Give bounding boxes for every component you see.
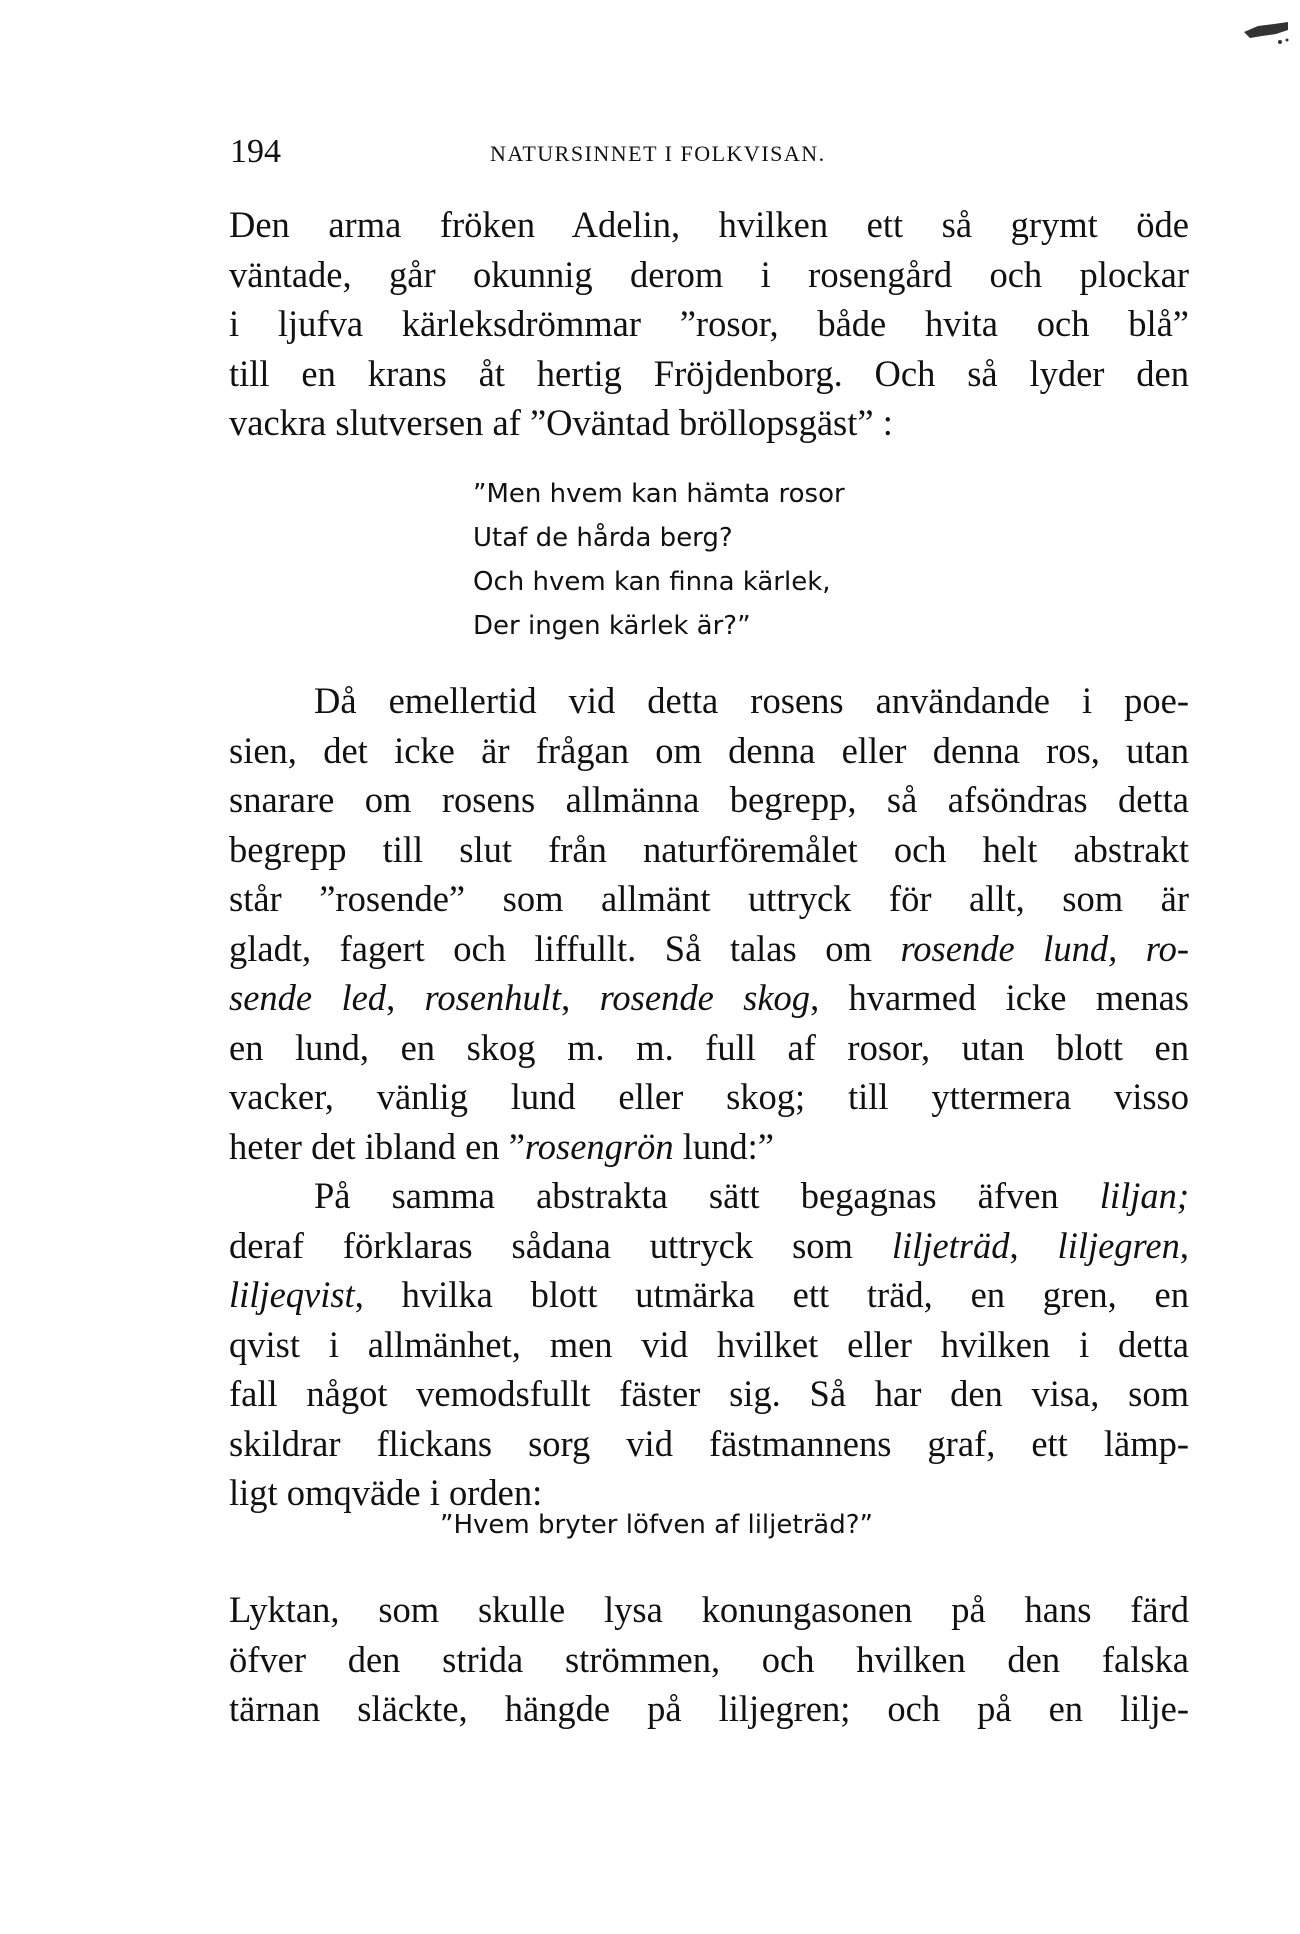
text-line	[229, 1221, 1189, 1271]
italic-phrase: liljeträd	[891, 1224, 1010, 1266]
text-line: Den arma fröken Adelin, hvilken ett så grymt öde	[229, 204, 1189, 245]
text-line: vackra slutversen af ”Oväntad bröllopsgäst” :	[229, 402, 893, 443]
italic-phrase: liljeqvist	[229, 1274, 355, 1315]
text-line: begrepp till slut från naturföremålet och helt abstrakt	[229, 828, 1189, 870]
text-run: På samma abstrakta sätt begagnas äfven	[314, 1175, 1100, 1216]
italic-phrase: rosende skog	[599, 977, 811, 1018]
verse-line: Och hvem kan finna kärlek,	[473, 567, 831, 597]
verse-line: Utaf de hårda berg?	[473, 523, 733, 553]
text-run: heter det ibland en ”	[229, 1125, 525, 1167]
text-line: väntade, går okunnig derom i rosengård och plockar	[229, 253, 1189, 295]
text-line: öfver den strida strömmen, och hvilken den falska	[229, 1638, 1189, 1680]
running-head: NATURSINNET I FOLKVISAN.	[490, 141, 826, 166]
paragraph-1	[229, 200, 1189, 448]
text-run: , hvarmed icke menas	[810, 977, 1189, 1018]
italic-phrase: rosende lund, ro-	[900, 927, 1189, 969]
text-line	[229, 1171, 1189, 1221]
text-run: ,	[1179, 1224, 1189, 1266]
text-line: fall något vemodsfullt fäster sig. Så har den visa, som	[229, 1373, 1189, 1414]
text-line	[229, 1122, 1189, 1172]
page-number: 194	[230, 133, 281, 170]
text-run: gladt, fagert och liffullt. Så talas om	[229, 927, 901, 969]
page-corner-stain	[1240, 18, 1290, 48]
italic-phrase: rosengrön	[524, 1125, 674, 1167]
italic-phrase: rosenhult	[424, 977, 562, 1018]
text-line: Lyktan, som skulle lysa konungasonen på hans färd	[229, 1589, 1189, 1630]
text-run: ,	[386, 977, 425, 1018]
verse-line: ”Men hvem kan hämta rosor	[473, 479, 845, 509]
text-run: ,	[1009, 1224, 1058, 1266]
text-line	[229, 924, 1189, 974]
text-line: tärnan släckte, hängde på liljegren; och på en lilje-	[229, 1688, 1189, 1729]
text-run: deraf förklaras sådana uttryck som	[229, 1224, 892, 1266]
text-line: i ljufva kärleksdrömmar ”rosor, både hvita och blå”	[229, 303, 1189, 344]
paragraph-4	[229, 1585, 1189, 1734]
text-line: skildrar flickans sorg vid fästmannens graf, ett lämp-	[229, 1422, 1189, 1464]
text-line: ligt omqväde i orden:	[229, 1472, 543, 1513]
text-line	[229, 973, 1189, 1023]
verse-line: ”Hvem bryter löfven af liljeträd?”	[440, 1510, 873, 1540]
text-line: snarare om rosens allmänna begrepp, så afsöndras detta	[229, 779, 1189, 820]
text-line	[229, 1270, 1189, 1320]
verse-quote-2	[440, 1503, 873, 1547]
verse-quote-1	[473, 472, 845, 648]
text-line: till en krans åt hertig Fröjdenborg. Och så lyder den	[229, 352, 1189, 394]
italic-phrase: liljegren	[1057, 1224, 1180, 1266]
verse-line: Der ingen kärlek är?”	[473, 611, 751, 641]
italic-phrase: sende led	[229, 977, 387, 1018]
text-line: en lund, en skog m. m. full af rosor, utan blott en	[229, 1026, 1189, 1068]
text-run: , hvilka blott utmärka ett träd, en gren, en	[354, 1274, 1189, 1315]
page-header	[230, 130, 1130, 174]
paragraph-2	[229, 676, 1189, 1518]
text-line: Då emellertid vid detta rosens användande i poe-	[314, 680, 1189, 721]
text-run: lund:”	[673, 1125, 774, 1167]
text-line: qvist i allmänhet, men vid hvilket eller hvilken i detta	[229, 1323, 1189, 1365]
text-line: vacker, vänlig lund eller skog; till yttermera visso	[229, 1076, 1189, 1117]
italic-phrase: liljan;	[1099, 1175, 1189, 1216]
text-line: står ”rosende” som allmänt uttryck för allt, som är	[229, 878, 1189, 919]
text-run: ,	[561, 977, 600, 1018]
text-line: sien, det icke är frågan om denna eller denna ros, utan	[229, 729, 1189, 771]
